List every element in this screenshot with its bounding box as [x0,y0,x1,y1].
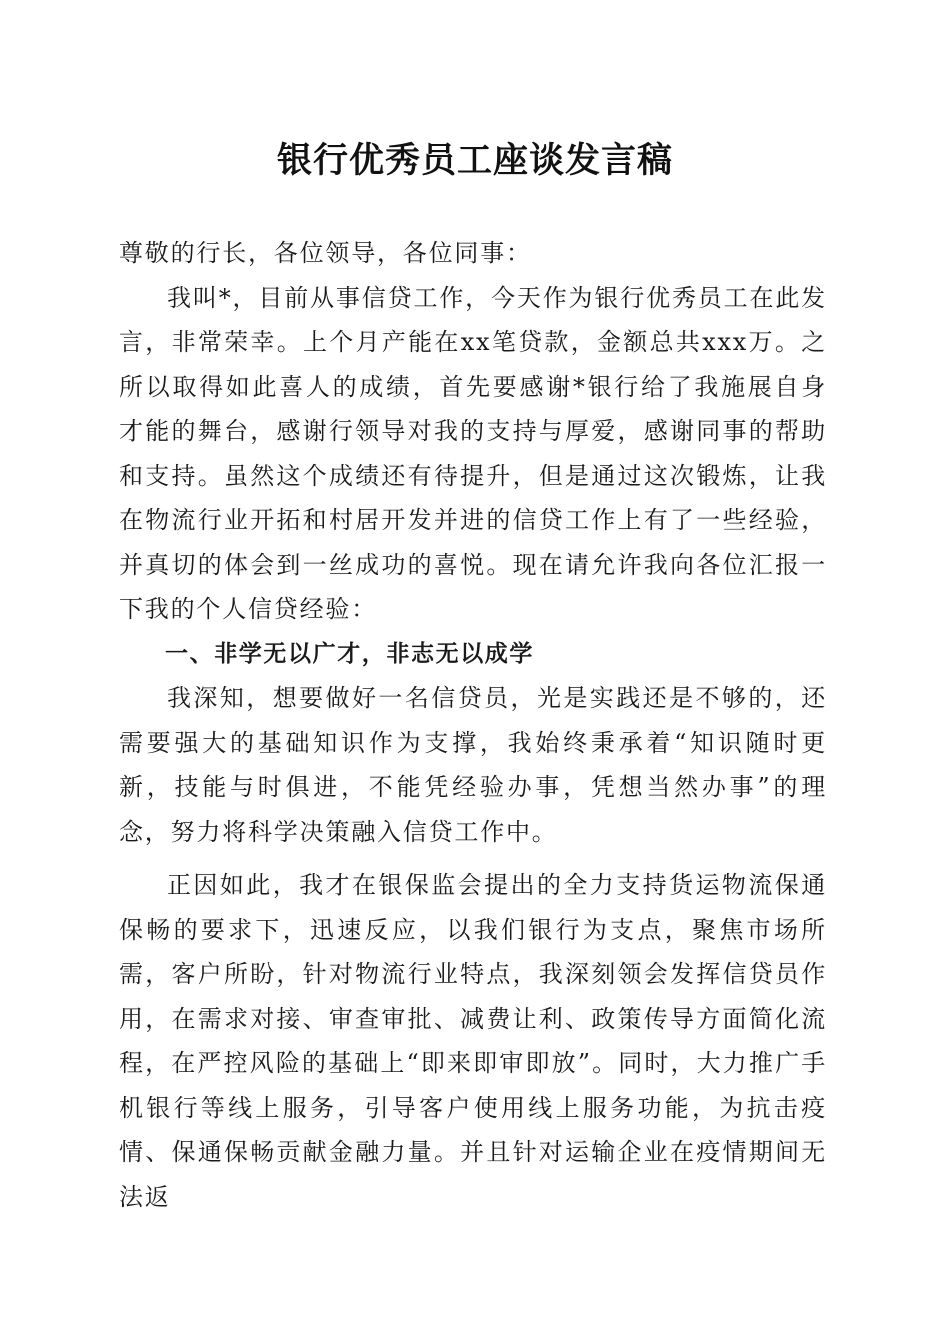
greeting-line: 尊敬的行长，各位领导，各位同事： [119,239,532,267]
document-body [119,231,827,1219]
section-heading-1: 一、非学无以广才，非志无以成学 [165,640,534,667]
paragraph-introduction: 我叫*，目前从事信贷工作，今天作为银行优秀员工在此发言，非常荣幸。上个月产能在xx笔贷款，金额总共xxx万。之所以取得如此喜人的成绩，首先要感谢*银行给了我施展自身才能的舞台，感谢行领导对我的支持与厚爱，感谢同事的帮助和支持。虽然这个成绩还有待提升，但是通过这次锻炼，让我在物流行业开拓和村居开发并进的信贷工作上有了一些经验，并真切的体会到一丝成功的喜悦。现在请允许我向各位汇报一下我的个人信贷经验： [119,283,827,623]
paragraph-logistics: 正因如此，我才在银保监会提出的全力支持货运物流保通保畅的要求下，迅速反应，以我们银行为支点，聚焦市场所需，客户所盼，针对物流行业特点，我深刻领会发挥信贷员作用，在需求对接、审查审批、减费让利、政策传导方面简化流程，在严控风险的基础上“即来即审即放”。同时，大力推广手机银行等线上服务，引导客户使用线上服务功能，为抗击疫情、保通保畅贡献金融力量。并且针对运输企业在疫情期间无法返 [119,871,827,1211]
document-title: 银行优秀员工座谈发言稿 [276,140,673,181]
paragraph-knowledge: 我深知，想要做好一名信贷员，光是实践还是不够的，还需要强大的基础知识作为支撑，我始终秉承着“知识随时更新，技能与时俱进，不能凭经验办事，凭想当然办事”的理念，努力将科学决策融入信贷工作中。 [119,684,827,846]
